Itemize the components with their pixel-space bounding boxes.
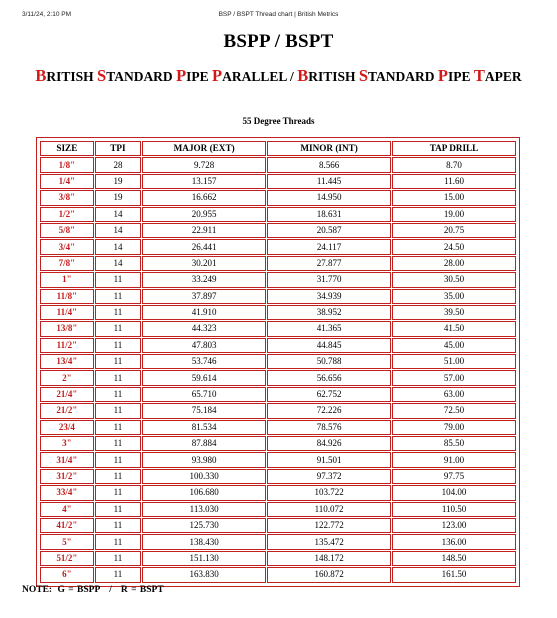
table-row xyxy=(40,436,516,451)
cell-minor: 148.172 xyxy=(267,551,391,566)
cell-major: 30.201 xyxy=(142,256,266,271)
header-tpi: TPI xyxy=(95,141,141,156)
subtitle-word xyxy=(97,66,173,85)
cell-tap-drill: 72.50 xyxy=(392,403,516,418)
note-r: R = BSPT xyxy=(120,585,164,595)
subtitle-word-rest: RITISH xyxy=(46,69,94,84)
table-row xyxy=(40,190,516,205)
cell-minor: 84.926 xyxy=(267,436,391,451)
cell-major: 100.330 xyxy=(142,469,266,484)
cell-major: 93.980 xyxy=(142,452,266,467)
cell-major: 20.955 xyxy=(142,207,266,222)
cell-major: 59.614 xyxy=(142,370,266,385)
table-row xyxy=(40,485,516,500)
cell-tap-drill: 148.50 xyxy=(392,551,516,566)
table-row xyxy=(40,272,516,287)
cell-major: 26.441 xyxy=(142,239,266,254)
cell-tap-drill: 110.50 xyxy=(392,502,516,517)
cell-tap-drill: 123.00 xyxy=(392,518,516,533)
header-major: MAJOR (EXT) xyxy=(142,141,266,156)
cell-tpi: 11 xyxy=(95,502,141,517)
cell-major: 106.680 xyxy=(142,485,266,500)
cell-minor: 8.566 xyxy=(267,157,391,172)
cell-minor: 14.950 xyxy=(267,190,391,205)
cell-major: 41.910 xyxy=(142,305,266,320)
subtitle-word-rest: ARALLEL xyxy=(222,69,287,84)
cell-major: 37.897 xyxy=(142,289,266,304)
subtitle-word xyxy=(35,66,94,85)
cell-tpi: 11 xyxy=(95,452,141,467)
cell-size: 13/4" xyxy=(40,354,94,369)
subtitle-word-rest: TANDARD xyxy=(368,69,435,84)
cell-size: 2" xyxy=(40,370,94,385)
cell-minor: 38.952 xyxy=(267,305,391,320)
cell-size: 23/4 xyxy=(40,420,94,435)
cell-size: 31/4" xyxy=(40,452,94,467)
cell-tpi: 11 xyxy=(95,387,141,402)
table-row xyxy=(40,403,516,418)
table-row xyxy=(40,420,516,435)
cell-major: 75.184 xyxy=(142,403,266,418)
cell-tpi: 11 xyxy=(95,321,141,336)
cell-minor: 11.445 xyxy=(267,174,391,189)
cell-major: 9.728 xyxy=(142,157,266,172)
table-row xyxy=(40,567,516,582)
cell-tpi: 11 xyxy=(95,338,141,353)
table-row xyxy=(40,305,516,320)
subtitle-word xyxy=(176,66,209,85)
cell-minor: 135.472 xyxy=(267,534,391,549)
subtitle-word-initial: S xyxy=(97,66,107,85)
cell-tpi: 11 xyxy=(95,272,141,287)
cell-size: 51/2" xyxy=(40,551,94,566)
cell-size: 21/2" xyxy=(40,403,94,418)
cell-tpi: 19 xyxy=(95,190,141,205)
cell-tpi: 11 xyxy=(95,567,141,582)
cell-size: 1/8" xyxy=(40,157,94,172)
cell-tap-drill: 91.00 xyxy=(392,452,516,467)
cell-tap-drill: 28.00 xyxy=(392,256,516,271)
thread-table xyxy=(39,140,517,584)
header-size: SIZE xyxy=(40,141,94,156)
cell-minor: 27.877 xyxy=(267,256,391,271)
table-row xyxy=(40,321,516,336)
cell-minor: 62.752 xyxy=(267,387,391,402)
subtitle-word xyxy=(297,66,356,85)
cell-tap-drill: 104.00 xyxy=(392,485,516,500)
print-header xyxy=(0,11,557,21)
cell-tpi: 11 xyxy=(95,354,141,369)
cell-size: 3/8" xyxy=(40,190,94,205)
subtitle-word xyxy=(437,66,471,85)
table-row xyxy=(40,354,516,369)
cell-tpi: 11 xyxy=(95,518,141,533)
table-row xyxy=(40,452,516,467)
table-header-row xyxy=(40,141,516,156)
cell-tpi: 11 xyxy=(95,485,141,500)
table-row xyxy=(40,370,516,385)
table-row xyxy=(40,239,516,254)
subtitle-word-rest: IPE xyxy=(448,69,471,84)
subtitle-word-initial: B xyxy=(35,66,47,85)
print-page-title: BSP / BSPT Thread chart | British Metrics xyxy=(218,11,339,18)
cell-tap-drill: 35.00 xyxy=(392,289,516,304)
table-row xyxy=(40,338,516,353)
cell-tap-drill: 11.60 xyxy=(392,174,516,189)
cell-major: 81.534 xyxy=(142,420,266,435)
table-row xyxy=(40,174,516,189)
cell-tpi: 11 xyxy=(95,403,141,418)
cell-size: 7/8" xyxy=(40,256,94,271)
cell-size: 1" xyxy=(40,272,94,287)
subtitle-word-initial: P xyxy=(212,66,223,85)
cell-minor: 78.576 xyxy=(267,420,391,435)
table-row xyxy=(40,534,516,549)
cell-minor: 160.872 xyxy=(267,567,391,582)
cell-minor: 34.939 xyxy=(267,289,391,304)
cell-tap-drill: 85.50 xyxy=(392,436,516,451)
cell-minor: 110.072 xyxy=(267,502,391,517)
cell-size: 3" xyxy=(40,436,94,451)
cell-size: 5" xyxy=(40,534,94,549)
cell-size: 11/2" xyxy=(40,338,94,353)
cell-size: 11/8" xyxy=(40,289,94,304)
subtitle-word-rest: IPE xyxy=(186,69,209,84)
cell-size: 4" xyxy=(40,502,94,517)
table-row xyxy=(40,551,516,566)
cell-size: 1/4" xyxy=(40,174,94,189)
cell-minor: 72.226 xyxy=(267,403,391,418)
note xyxy=(22,585,164,595)
cell-major: 113.030 xyxy=(142,502,266,517)
subtitle-word-rest: TANDARD xyxy=(106,69,173,84)
cell-major: 65.710 xyxy=(142,387,266,402)
cell-tap-drill: 24.50 xyxy=(392,239,516,254)
cell-size: 3/4" xyxy=(40,239,94,254)
cell-size: 33/4" xyxy=(40,485,94,500)
cell-tap-drill: 39.50 xyxy=(392,305,516,320)
cell-minor: 18.631 xyxy=(267,207,391,222)
note-label: NOTE: xyxy=(22,585,53,595)
print-datetime: 3/11/24, 2:10 PM xyxy=(22,11,72,18)
cell-major: 22.911 xyxy=(142,223,266,238)
cell-minor: 103.722 xyxy=(267,485,391,500)
cell-minor: 31.770 xyxy=(267,272,391,287)
header-tap-drill: TAP DRILL xyxy=(392,141,516,156)
note-g: G = BSPP xyxy=(57,585,101,595)
cell-size: 11/4" xyxy=(40,305,94,320)
cell-tap-drill: 8.70 xyxy=(392,157,516,172)
table-row xyxy=(40,387,516,402)
cell-minor: 20.587 xyxy=(267,223,391,238)
cell-tap-drill: 136.00 xyxy=(392,534,516,549)
cell-major: 163.830 xyxy=(142,567,266,582)
cell-minor: 41.365 xyxy=(267,321,391,336)
cell-major: 16.662 xyxy=(142,190,266,205)
cell-minor: 56.656 xyxy=(267,370,391,385)
subtitle-word-rest: RITISH xyxy=(308,69,356,84)
subtitle-word-initial: P xyxy=(176,66,187,85)
cell-tpi: 11 xyxy=(95,551,141,566)
cell-tpi: 11 xyxy=(95,436,141,451)
table-row xyxy=(40,157,516,172)
cell-tap-drill: 20.75 xyxy=(392,223,516,238)
cell-tap-drill: 57.00 xyxy=(392,370,516,385)
cell-tap-drill: 30.50 xyxy=(392,272,516,287)
table-row xyxy=(40,256,516,271)
cell-major: 87.884 xyxy=(142,436,266,451)
cell-minor: 44.845 xyxy=(267,338,391,353)
cell-minor: 122.772 xyxy=(267,518,391,533)
subtitle-word-initial: B xyxy=(297,66,309,85)
table-row xyxy=(40,502,516,517)
cell-tpi: 14 xyxy=(95,223,141,238)
cell-major: 151.130 xyxy=(142,551,266,566)
subtitle-word-initial: S xyxy=(358,66,369,85)
cell-minor: 97.372 xyxy=(267,469,391,484)
cell-size: 1/2" xyxy=(40,207,94,222)
cell-tpi: 11 xyxy=(95,420,141,435)
cell-tap-drill: 79.00 xyxy=(392,420,516,435)
cell-tpi: 11 xyxy=(95,370,141,385)
cell-tpi: 14 xyxy=(95,239,141,254)
note-separator: / xyxy=(109,585,112,595)
subtitle-word xyxy=(473,66,522,85)
cell-size: 21/4" xyxy=(40,387,94,402)
cell-major: 13.157 xyxy=(142,174,266,189)
cell-tap-drill: 41.50 xyxy=(392,321,516,336)
cell-size: 5/8" xyxy=(40,223,94,238)
cell-minor: 24.117 xyxy=(267,239,391,254)
cell-tpi: 11 xyxy=(95,305,141,320)
cell-tpi: 14 xyxy=(95,256,141,271)
table-row xyxy=(40,518,516,533)
cell-major: 47.803 xyxy=(142,338,266,353)
cell-major: 125.730 xyxy=(142,518,266,533)
cell-tpi: 14 xyxy=(95,207,141,222)
cell-major: 138.430 xyxy=(142,534,266,549)
cell-tap-drill: 161.50 xyxy=(392,567,516,582)
cell-major: 44.323 xyxy=(142,321,266,336)
table-caption: 55 Degree Threads xyxy=(242,116,315,126)
cell-tap-drill: 63.00 xyxy=(392,387,516,402)
header-minor: MINOR (INT) xyxy=(267,141,391,156)
cell-tap-drill: 51.00 xyxy=(392,354,516,369)
cell-tap-drill: 15.00 xyxy=(392,190,516,205)
cell-minor: 91.501 xyxy=(267,452,391,467)
page-title: BSPP / BSPT xyxy=(223,31,334,52)
cell-tpi: 28 xyxy=(95,157,141,172)
cell-major: 53.746 xyxy=(142,354,266,369)
table-row xyxy=(40,223,516,238)
table-body xyxy=(40,157,516,582)
cell-tpi: 11 xyxy=(95,469,141,484)
cell-size: 31/2" xyxy=(40,469,94,484)
subtitle-word-rest: APER xyxy=(484,69,522,84)
subtitle-word xyxy=(212,66,287,85)
cell-tpi: 11 xyxy=(95,534,141,549)
table-row xyxy=(40,207,516,222)
subtitle-word-initial: P xyxy=(437,66,449,85)
cell-tpi: 11 xyxy=(95,289,141,304)
subtitle-word-initial: T xyxy=(473,66,485,85)
subtitle-word xyxy=(358,66,435,85)
cell-size: 6" xyxy=(40,567,94,582)
cell-tap-drill: 45.00 xyxy=(392,338,516,353)
cell-major: 33.249 xyxy=(142,272,266,287)
page-subtitle xyxy=(20,67,537,86)
cell-minor: 50.788 xyxy=(267,354,391,369)
table-row xyxy=(40,289,516,304)
cell-tap-drill: 19.00 xyxy=(392,207,516,222)
cell-tap-drill: 97.75 xyxy=(392,469,516,484)
subtitle-separator: / xyxy=(290,69,294,84)
cell-tpi: 19 xyxy=(95,174,141,189)
cell-size: 41/2" xyxy=(40,518,94,533)
subtitle-word xyxy=(290,69,294,84)
table-row xyxy=(40,469,516,484)
cell-size: 13/8" xyxy=(40,321,94,336)
thread-table-frame xyxy=(36,137,520,587)
